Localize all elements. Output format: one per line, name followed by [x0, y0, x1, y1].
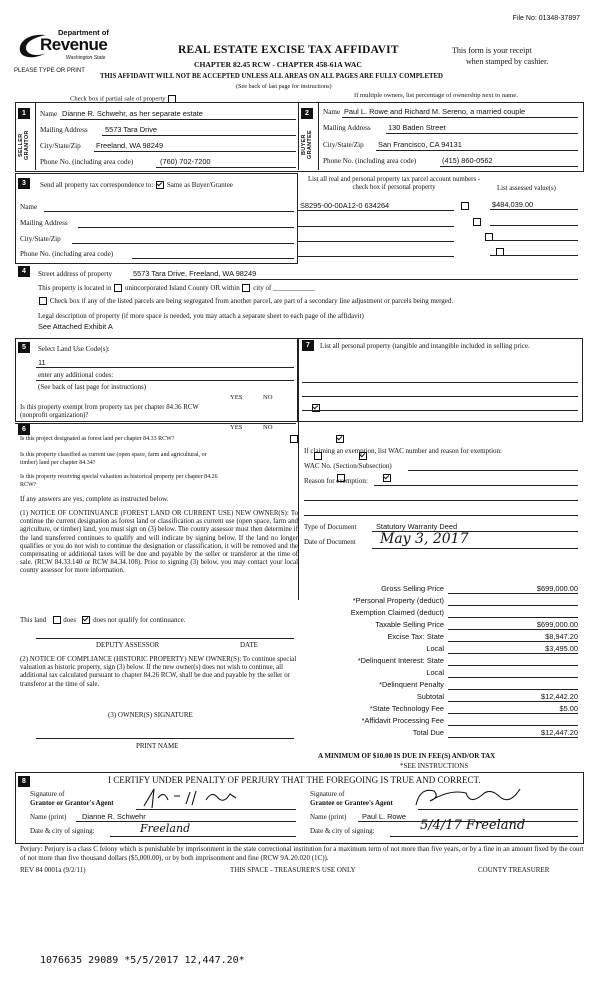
- grantee-sig-label-1: Signature of: [310, 790, 345, 798]
- buyer-grantee-label: BUYER GRANTEE: [301, 130, 313, 160]
- treasurer-only: THIS SPACE - TREASURER'S USE ONLY: [230, 866, 356, 874]
- excise-state-label: Excise Tax: State: [387, 632, 444, 641]
- exempt-question: Is this property exempt from property tax per chapter 84.36 RCW (nonprofit organization)?: [20, 404, 199, 419]
- grantor-sig-label-1: Signature of: [30, 790, 65, 798]
- logo-dept: Department of: [58, 28, 109, 37]
- grantee-date-city-label: Date & city of signing:: [310, 827, 375, 835]
- grantee-mailing: 130 Baden Street: [388, 123, 446, 132]
- assessed-value: $484,039.00: [492, 200, 534, 209]
- doc-type: Statutory Warranty Deed: [376, 522, 458, 531]
- grantor-city: Freeland, WA 98249: [96, 141, 164, 150]
- doc-type-label: Type of Document: [304, 523, 357, 531]
- doc-date: May 3, 2017: [380, 531, 469, 547]
- grantor-signature: [140, 786, 280, 810]
- grantor-phone: (760) 702-7200: [160, 157, 211, 166]
- perjury-notice: Perjury: Perjury is a class C felony which is punishable by imprisonment in the state correctional institution for a maximum term of not more than five years, or by a fine in an amount fixed by the court of not more than five thousand dollars ($5,000.00), or by both imprisonment and fine (RCW 9A.20.020 (1C)).: [20, 845, 584, 862]
- grantor-city-label: City/State/Zip: [40, 142, 81, 150]
- legal-text: Legal description of property (if more space is needed, you may attach a separate sheet to each page of the affidavit): [38, 312, 364, 320]
- excise-local-value: $3,495.00: [545, 644, 578, 653]
- excise-state-value: $8,947.20: [545, 632, 578, 641]
- grantor-mailing-label: Mailing Address: [40, 126, 88, 134]
- historic-question: Is this property receiving special valuation as historical property per chapter 84.26 RCW?: [20, 474, 218, 488]
- grantee-phone: (415) 860-0562: [442, 156, 493, 165]
- forest-question: Is this project designated as forest land per chapter 84.33 RCW?: [20, 436, 175, 442]
- delinquent-interest-label: *Delinquent Interest: State: [357, 656, 444, 665]
- grantor-name-print-label: Name (print): [30, 813, 67, 821]
- forest-no-checkbox[interactable]: [336, 435, 344, 443]
- additional-codes: enter any additional codes:: [38, 371, 114, 379]
- minimum-due-note: A MINIMUM OF $10.00 IS DUE IN FEE(S) AND/OR TAX: [318, 752, 496, 760]
- section-8-badge: 8: [18, 776, 30, 787]
- city-checkbox[interactable]: [242, 284, 250, 292]
- processing-fee-label: *Affidavit Processing Fee: [361, 716, 444, 725]
- seller-grantor-label: SELLER GRANTOR: [18, 130, 30, 160]
- street-label: Street address of property: [38, 270, 113, 278]
- unincorporated-checkbox[interactable]: [114, 284, 122, 292]
- form-subtitle: CHAPTER 82.45 RCW - CHAPTER 458-61A WAC: [194, 60, 362, 69]
- personal-property-label: List all personal property (tangible and intangible included in selling price.: [320, 342, 530, 350]
- grantee-name-print-label: Name (print): [310, 813, 347, 821]
- county-treasurer: COUNTY TREASURER: [478, 866, 550, 874]
- grantee-date-city: 5/4/17 Freeland: [420, 818, 526, 833]
- does-qualify-checkbox[interactable]: [53, 616, 61, 624]
- yes-col-6: YES: [230, 424, 243, 431]
- partial-sale-label: Check box if partial sale of property: [70, 95, 177, 103]
- located-text: This property is located in unincorporated Island County OR within city of ____________: [38, 284, 316, 292]
- no-col-5: NO: [263, 394, 273, 401]
- type-or-print: PLEASE TYPE OR PRINT: [14, 68, 85, 74]
- grantor-mailing: 5573 Tara Drive: [105, 125, 158, 134]
- assessor-date-label: DATE: [240, 641, 258, 649]
- grantor-name: Dianne R. Schwehr, as her separate estate: [62, 109, 203, 118]
- correspondence-name-label: Name: [20, 203, 38, 211]
- grantor-name-label: Name: [40, 110, 58, 118]
- if-yes-note: If any answers are yes, complete as instructed below.: [20, 495, 169, 503]
- grantee-mailing-label: Mailing Address: [323, 124, 371, 132]
- receipt-note-2: when stamped by cashier.: [466, 57, 549, 66]
- grantee-signature: [410, 783, 550, 811]
- section-6-badge: 6: [18, 424, 30, 435]
- continuance-qualify: This land does does not qualify for continuance.: [20, 616, 186, 624]
- grantee-name-label: Name: [323, 108, 341, 116]
- grantee-city-label: City/State/Zip: [323, 141, 364, 149]
- current-use-question: Is this property classified as current use (open space, farm and agricultural, or timber) land per chapter 84.34?: [20, 452, 207, 466]
- grantee-name: Paul L. Rowe and Richard M. Sereno, a married couple: [344, 107, 526, 116]
- grantor-phone-label: Phone No. (including area code): [40, 158, 134, 166]
- taxable-value: $699,000.00: [536, 620, 578, 629]
- section-4-badge: 4: [18, 266, 30, 277]
- wac-label: WAC No. (Section/Subsection): [304, 462, 392, 470]
- delinquent-penalty-label: *Delinquent Penalty: [379, 680, 444, 689]
- section-2-badge: 2: [301, 108, 313, 119]
- notice-of-continuance: (1) NOTICE OF CONTINUANCE (FOREST LAND OR CURRENT USE) NEW OWNER(S): To continue the current designation as forest land or classification as current use (open space, farm and agriculture, or timber) land, you must sign on (3) below. The county assessor must then determine if the land transferred continues to qualify and will indicate by signing below. If the land no longer qualifies or you do not wish to continue the designation or classification, it will be removed and the compensating or additional taxes will be due and payable by the seller or transferor at the time of sale. (RCW 84.33.140 or RCW 84.34.108). Prior to signing (3) below, you may contact your local county assessor for more information.: [20, 510, 298, 575]
- see-instructions-note: *SEE INSTRUCTIONS: [400, 762, 469, 770]
- parcel-2-personal-checkbox[interactable]: [473, 218, 481, 226]
- historic-no-checkbox[interactable]: [383, 474, 391, 482]
- grantee-name-print: Paul L. Rowe: [362, 812, 406, 821]
- property-street: 5573 Tara Drive, Freeland, WA 98249: [133, 269, 257, 278]
- multiple-owners-note: If multiple owners, list percentage of ownership next to name.: [354, 92, 518, 99]
- segregated-checkbox[interactable]: [39, 297, 47, 305]
- deputy-assessor-label: DEPUTY ASSESSOR: [96, 641, 160, 649]
- logo-state: Washington State: [66, 55, 106, 61]
- owner-signature-label: (3) OWNER(S) SIGNATURE: [108, 711, 193, 719]
- subtotal-label: Subtotal: [416, 692, 444, 701]
- segregated-text: Check box if any of the listed parcels are being segregated from another parcel, are part of a secondary line adjustment or parcels being merged.: [38, 297, 453, 305]
- certify-statement: I CERTIFY UNDER PENALTY OF PERJURY THAT THE FOREGOING IS TRUE AND CORRECT.: [108, 775, 481, 785]
- delinquent-local-label: Local: [426, 668, 444, 677]
- taxable-label: Taxable Selling Price: [375, 620, 444, 629]
- notice-of-compliance: (2) NOTICE OF COMPLIANCE (HISTORIC PROPERTY) NEW OWNER(S): To continue special valuation as historic property, sign (3) below. If the new owner(s) does not wish to continue, all additional tax calculated pursuant to chapter 84.26 RCW, shall be due and payable by the seller or transferor at the time of sale.: [20, 656, 297, 688]
- grantee-phone-label: Phone No. (including area code): [323, 157, 417, 165]
- correspondence-city-label: City/State/Zip: [20, 235, 61, 243]
- tech-fee-value: $5.00: [559, 704, 578, 713]
- grantor-name-print: Dianne R. Schwehr: [82, 812, 146, 821]
- section-5-badge: 5: [18, 342, 30, 353]
- assessed-header: List assessed value(s): [497, 185, 556, 192]
- excise-local-label: Local: [426, 644, 444, 653]
- receipt-note-1: This form is your receipt: [452, 46, 532, 55]
- grantor-date-city: Freeland: [140, 822, 191, 835]
- parcel-1-personal-checkbox[interactable]: [461, 202, 469, 210]
- parcel-header: List all real and personal property tax parcel account numbers - check box if personal property: [307, 176, 481, 191]
- grantee-sig-label-2: Grantee or Grantee's Agent: [310, 799, 393, 807]
- logo-name: Revenue: [40, 35, 108, 54]
- tech-fee-label: *State Technology Fee: [369, 704, 444, 713]
- treasurer-receipt-stamp: 1076635 29089 *5/5/2017 12,447.20*: [40, 955, 245, 966]
- subtotal-value: $12,442.20: [541, 692, 578, 701]
- grantor-sig-label-2: Grantor or Grantor's Agent: [30, 799, 114, 807]
- forest-yes-checkbox[interactable]: [290, 435, 298, 443]
- send-correspondence: Send all property tax correspondence to: Same as Buyer/Grantee: [40, 181, 233, 189]
- total-due-label: Total Due: [412, 728, 444, 737]
- print-name-label: PRINT NAME: [136, 742, 179, 750]
- rev-number: REV 84 0001a (9/2/11): [20, 866, 86, 874]
- correspondence-mailing-label: Mailing Address: [20, 219, 68, 227]
- exemption-claim-label: If claiming an exemption, list WAC number and reason for exemption:: [304, 447, 502, 455]
- total-due-value: $12,447.20: [541, 728, 578, 737]
- reason-label: Reason for exemption:: [304, 477, 368, 485]
- see-back-5: (See back of last page for instructions): [38, 383, 147, 391]
- legal-description: See Attached Exhibit A: [38, 322, 113, 331]
- dor-logo: [16, 28, 116, 68]
- doc-date-label: Date of Document: [304, 538, 356, 546]
- exemption-deduct-label: Exemption Claimed (deduct): [350, 608, 444, 617]
- warning-text: THIS AFFIDAVIT WILL NOT BE ACCEPTED UNLESS ALL AREAS ON ALL PAGES ARE FULLY COMPLETED: [100, 73, 443, 80]
- personal-deduct-label: *Personal Property (deduct): [352, 596, 444, 605]
- gross-label: Gross Selling Price: [381, 584, 444, 593]
- parcel-number: S8295-00-00A12-0 634264: [300, 201, 390, 210]
- gross-value: $699,000.00: [536, 584, 578, 593]
- section-7-badge: 7: [302, 340, 314, 351]
- section-1-badge: 1: [18, 108, 30, 119]
- form-title: REAL ESTATE EXCISE TAX AFFIDAVIT: [178, 44, 399, 56]
- does-not-qualify-checkbox[interactable]: [82, 616, 90, 624]
- grantor-date-city-label: Date & city of signing:: [30, 827, 95, 835]
- same-as-buyer-checkbox[interactable]: [156, 181, 164, 189]
- land-use-label: Select Land Use Code(s):: [38, 345, 110, 353]
- grantee-city: San Francisco, CA 94131: [378, 140, 462, 149]
- yes-col-5: YES: [230, 394, 243, 401]
- see-back-note: (See back of last page for instructions): [236, 83, 332, 90]
- section-3-badge: 3: [18, 178, 30, 189]
- file-number: File No: 01348-37897: [512, 15, 580, 22]
- land-use-code: 11: [38, 358, 46, 367]
- correspondence-phone-label: Phone No. (including area code): [20, 250, 114, 258]
- no-col-6: NO: [263, 424, 273, 431]
